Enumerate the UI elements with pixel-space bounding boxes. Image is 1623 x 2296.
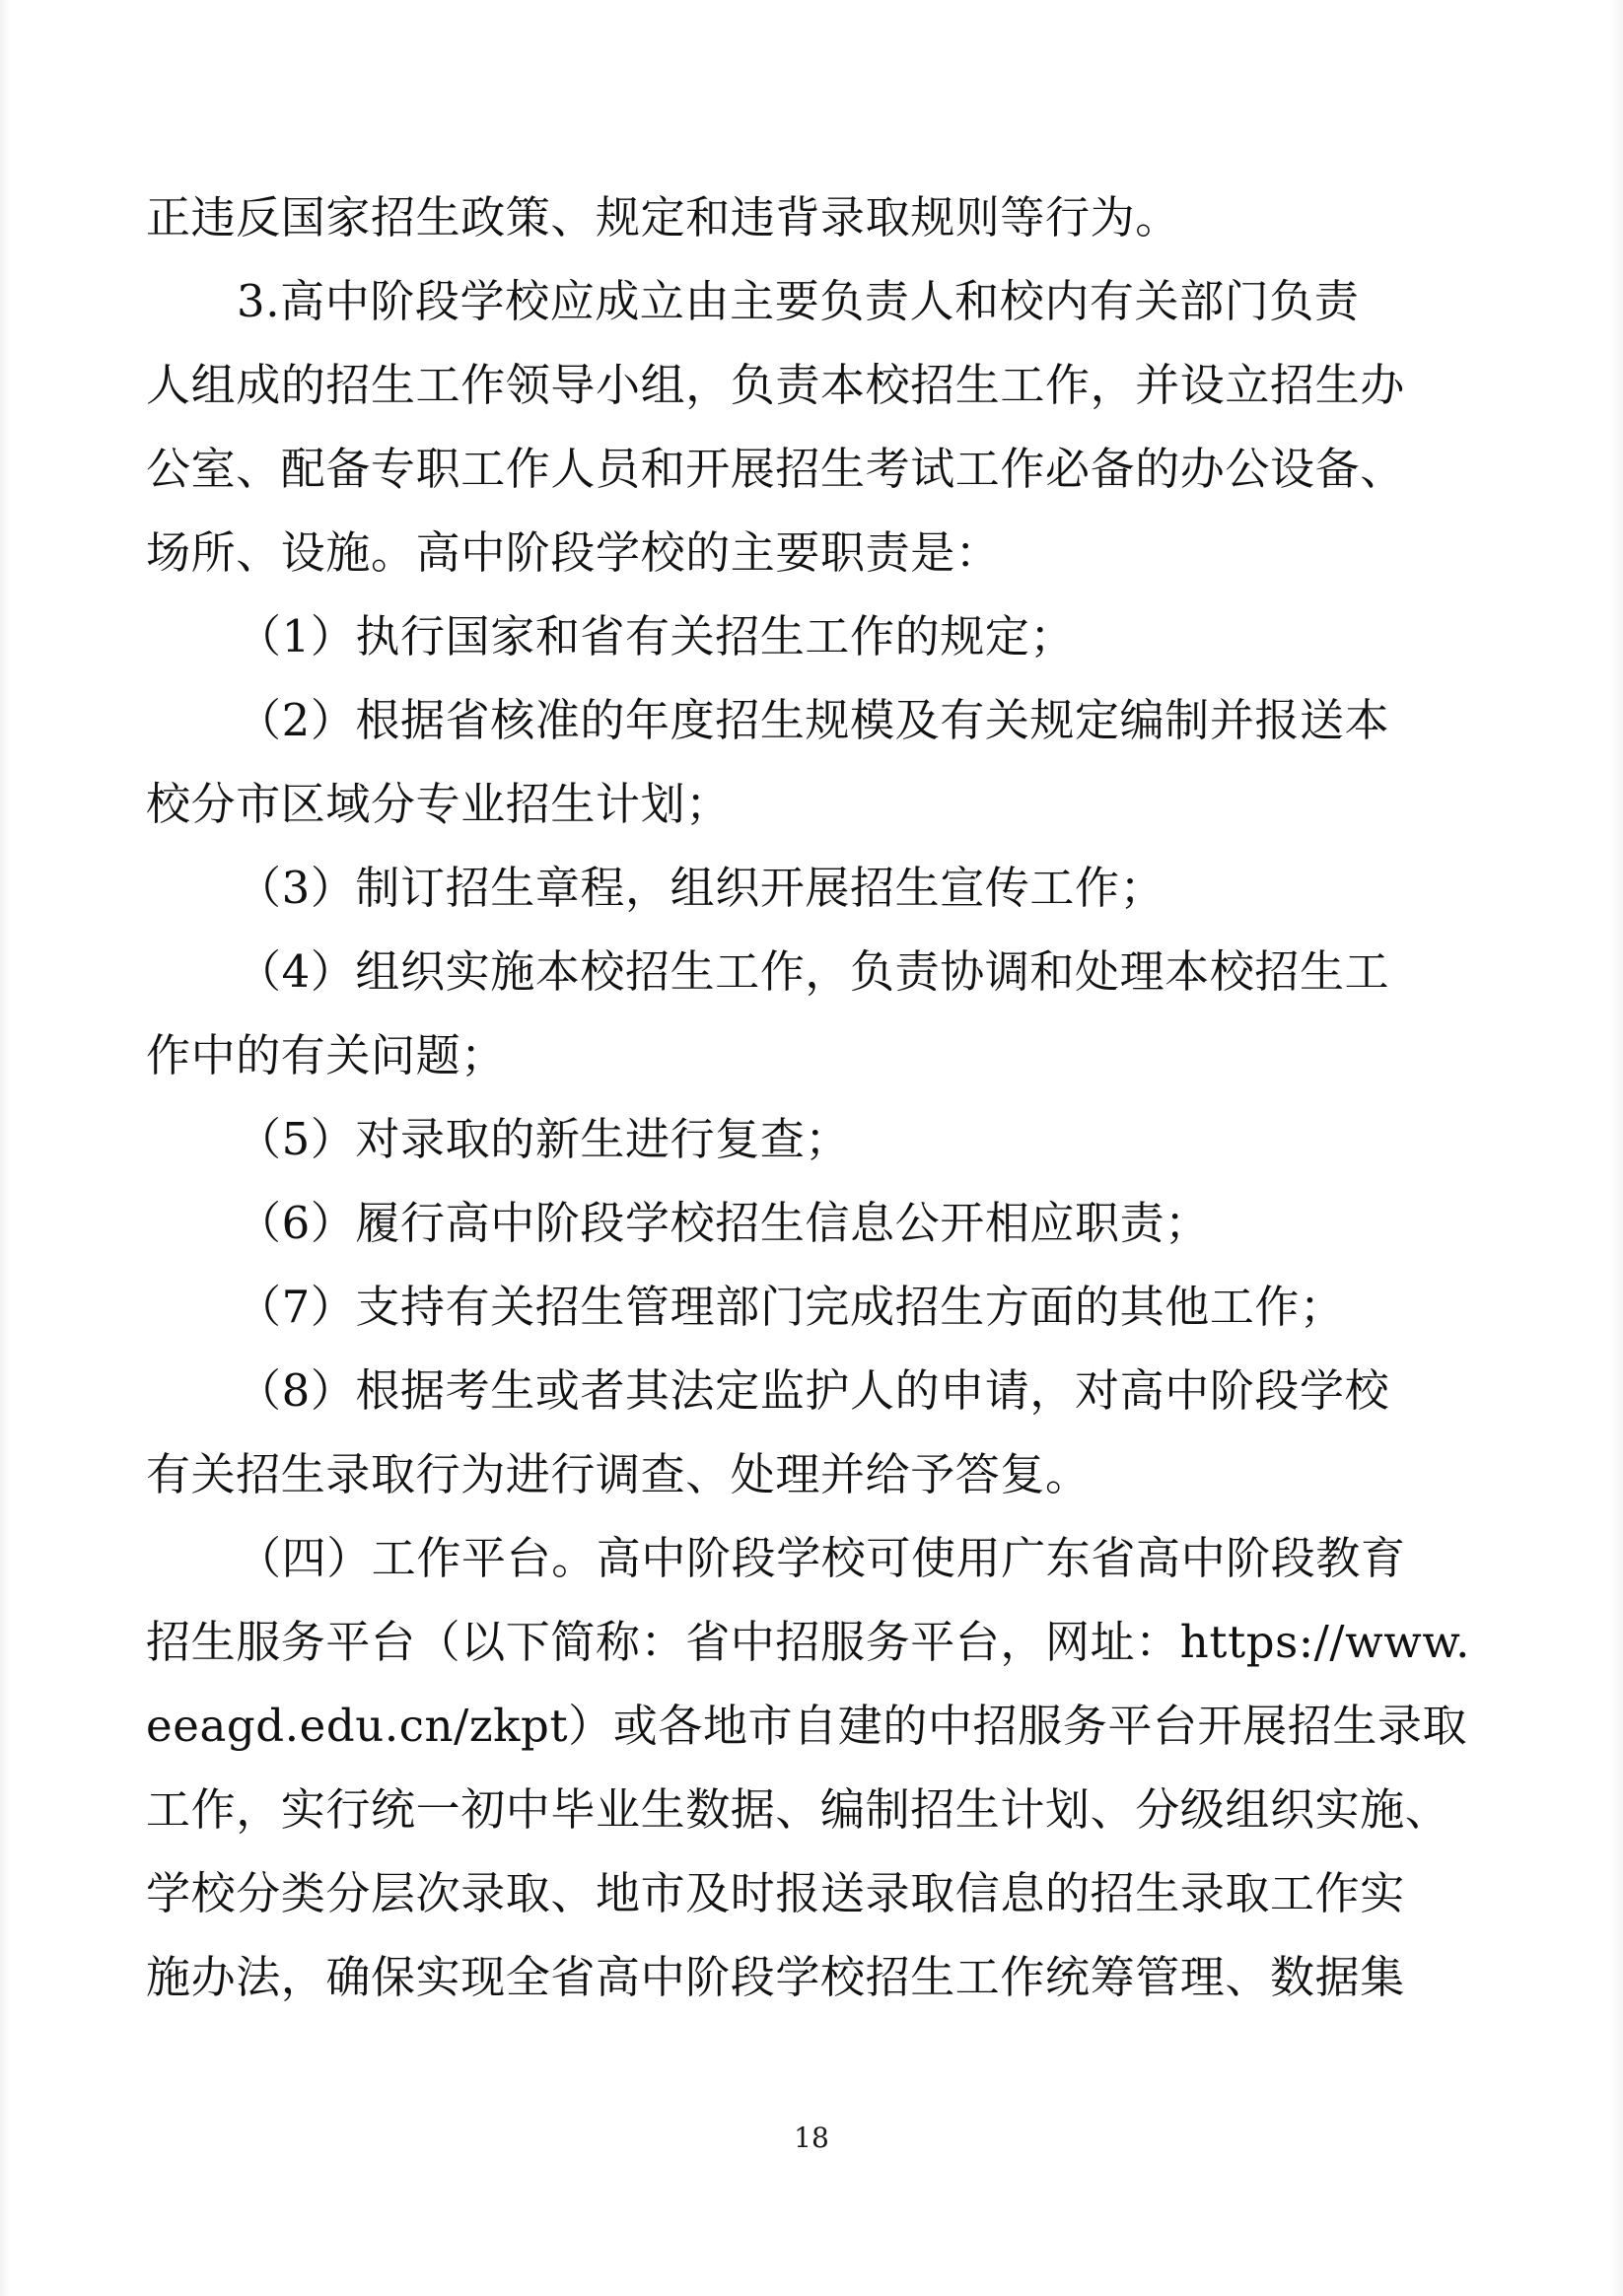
body-line: 有关招生录取行为进行调查、处理并给予答复。 [146,1448,1091,1500]
body-line: 施办法，确保实现全省高中阶段学校招生工作统筹管理、数据集 [146,1951,1405,2003]
body-line: 正违反国家招生政策、规定和违背录取规则等行为。 [146,191,1180,244]
scan-edge-left [0,0,10,2296]
body-line: （8）根据考生或者其法定监护人的申请，对高中阶段学校 [237,1364,1390,1417]
body-line: 公室、配备专职工作人员和开展招生考试工作必备的办公设备、 [146,443,1405,495]
body-line: 作中的有关问题； [146,1029,506,1081]
body-line: 校分市区域分专业招生计划； [146,778,731,830]
body-line: eeagd.edu.cn/zkpt）或各地市自建的中招服务平台开展招生录取 [146,1700,1468,1752]
body-line: 人组成的招生工作领导小组，负责本校招生工作，并设立招生办 [146,359,1405,411]
body-line: （4）组织实施本校招生工作，负责协调和处理本校招生工 [237,945,1390,998]
body-line: （7）支持有关招生管理部门完成招生方面的其他工作； [237,1281,1345,1333]
body-line: （6）履行高中阶段学校招生信息公开相应职责； [237,1197,1210,1249]
body-line: 工作，实行统一初中毕业生数据、编制招生计划、分级组织实施、 [146,1783,1450,1836]
body-line: （1）执行国家和省有关招生工作的规定； [237,610,1076,662]
scan-edge-right [1609,0,1623,2296]
page-number: 18 [794,2122,829,2154]
body-line: （3）制订招生章程，组织开展招生宣传工作； [237,862,1165,914]
body-line: 招生服务平台（以下简称：省中招服务平台，网址：https://www. [146,1616,1471,1668]
body-line: （2）根据省核准的年度招生规模及有关规定编制并报送本 [237,694,1390,746]
body-line: 3.高中阶段学校应成立由主要负责人和校内有关部门负责 [237,275,1360,327]
document-body [146,175,1471,2019]
body-line: （四）工作平台。高中阶段学校可使用广东省高中阶段教育 [237,1532,1406,1584]
body-line: 场所、设施。高中阶段学校的主要职责是： [146,526,1001,579]
body-line: （5）对录取的新生进行复查； [237,1113,851,1165]
body-line: 学校分类分层次录取、地市及时报送录取信息的招生录取工作实 [146,1867,1405,1919]
